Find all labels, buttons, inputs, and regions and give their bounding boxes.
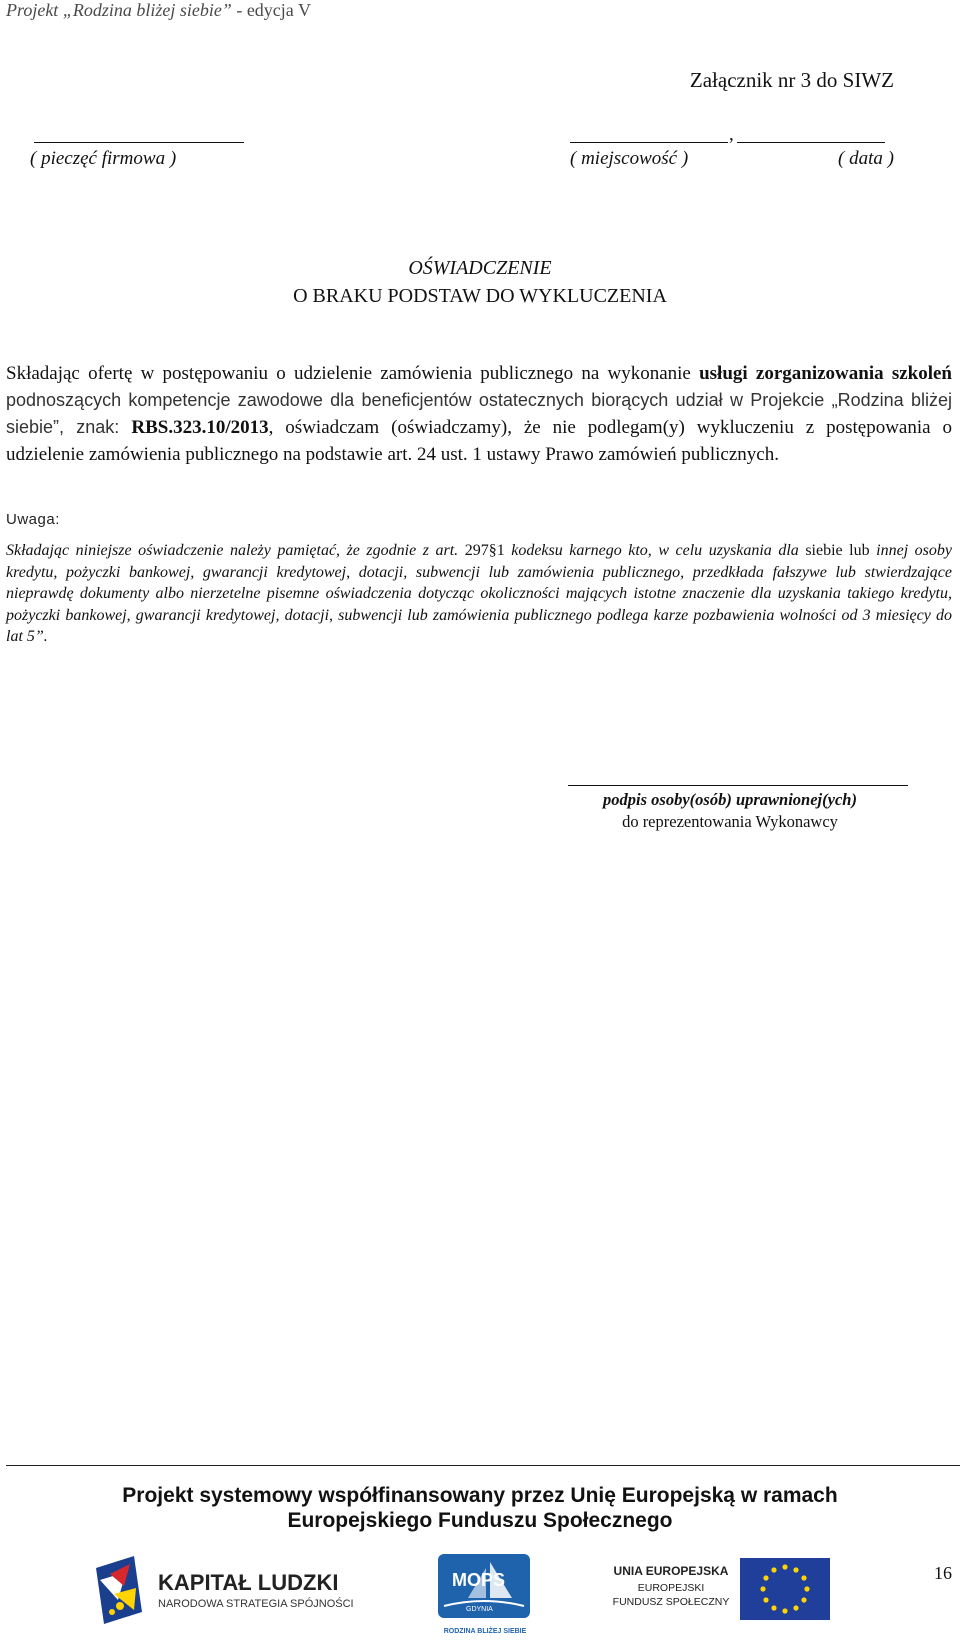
eu-logo bbox=[608, 1556, 832, 1624]
kapital-ludzki-subtitle: NARODOWA STRATEGIA SPÓJNOŚCI bbox=[158, 1598, 354, 1610]
eu-fund-label-2: FUNDUSZ SPOŁECZNY bbox=[612, 1596, 730, 1608]
signature-line bbox=[568, 785, 908, 786]
stamp-caption: ( pieczęć firmowa ) bbox=[30, 148, 177, 169]
project-title-name: Projekt „Rodzina bliżej siebie” bbox=[6, 0, 232, 20]
kapital-ludzki-logo bbox=[90, 1550, 390, 1628]
place-line bbox=[570, 142, 728, 143]
mops-tagline: RODZINA BLIŻEJ SIEBIE bbox=[443, 1628, 527, 1635]
stamp-line bbox=[34, 142, 244, 143]
note-text-3: siebie lub bbox=[805, 542, 870, 559]
eu-fund-label-1: EUROPEJSKI bbox=[637, 1582, 705, 1594]
place-date-comma: , bbox=[729, 124, 734, 145]
note-text-2: kodeksu karnego kto, w celu uzyskania dla bbox=[504, 542, 806, 559]
declaration-body bbox=[6, 360, 952, 468]
project-title-edition: - edycja V bbox=[231, 0, 311, 20]
declaration-text-2: podnoszących kompetencje zawodowe dla beneficjentów ostatecznych biorących udział w Projekcie „Rodzina bliżej siebie”, znak: bbox=[6, 390, 952, 437]
reference-number: RBS.323.10/2013 bbox=[131, 417, 269, 438]
eu-union-label: UNIA EUROPEJSKA bbox=[613, 1564, 729, 1578]
note-article: 297§1 bbox=[464, 542, 505, 559]
declaration-title: OŚWIADCZENIE bbox=[408, 257, 552, 279]
eu-flag-icon bbox=[740, 1558, 830, 1620]
annex-label: Załącznik nr 3 do SIWZ bbox=[689, 68, 894, 92]
mops-logo bbox=[430, 1552, 540, 1642]
signature-role: do reprezentowania Wykonawcy bbox=[622, 812, 838, 831]
footer-divider bbox=[6, 1465, 960, 1466]
footer-line-2: Europejskiego Funduszu Społecznego bbox=[287, 1509, 673, 1532]
footer-funding-note bbox=[0, 1483, 960, 1533]
note-text-4: innej osoby kredytu, pożyczki bankowej, gwarancji kredytowej, dotacji, subwencji lub zamówienia publicznego, przedkłada fałszywe lub stwierdzające nieprawdę dokumenty albo nierzetelne pisemne oświadczenia dotycząc okoliczności mających istotne znaczenie dla uzyskania takiego kredytu, pożyczki bankowej, gwarancji kredytowej, dotacji, subwencji lub zamówienia publicznego podlega karze pozbawienia wolności od 3 miesięcy do lat 5”. bbox=[6, 542, 953, 645]
mops-city: GDYNIA bbox=[466, 1606, 493, 1613]
note-text bbox=[6, 540, 952, 648]
note-label: Uwaga: bbox=[6, 511, 60, 528]
date-caption: ( data ) bbox=[838, 148, 894, 169]
declaration-text-3: , oświadczam (oświadczamy), że nie podlegam(y) wykluczeniu z postępowania o udzielenie zamówienia publicznego na podstawie art. 24 ust. 1 ustawy Prawo zamówień publicznych. bbox=[6, 417, 952, 465]
footer-line-1: Projekt systemowy współfinansowany przez Unię Europejską w ramach bbox=[122, 1484, 838, 1507]
declaration-text-1: Składając ofertę w postępowaniu o udzielenie zamówienia publicznego na wykonanie bbox=[6, 363, 700, 384]
mops-name: MOPS bbox=[452, 1570, 506, 1590]
place-caption: ( miejscowość ) bbox=[570, 148, 689, 169]
signature-caption: podpis osoby(osób) uprawnionej(ych) bbox=[603, 790, 857, 809]
service-name: usługi zorganizowania szkoleń bbox=[699, 363, 952, 384]
kapital-ludzki-title: KAPITAŁ LUDZKI bbox=[158, 1570, 339, 1595]
page-number: 16 bbox=[934, 1563, 952, 1583]
declaration-subtitle: O BRAKU PODSTAW DO WYKLUCZENIA bbox=[293, 285, 667, 307]
project-title bbox=[6, 0, 311, 21]
date-line bbox=[737, 142, 885, 143]
note-text-1: Składając niniejsze oświadczenie należy pamiętać, że zgodnie z art. bbox=[6, 542, 465, 559]
